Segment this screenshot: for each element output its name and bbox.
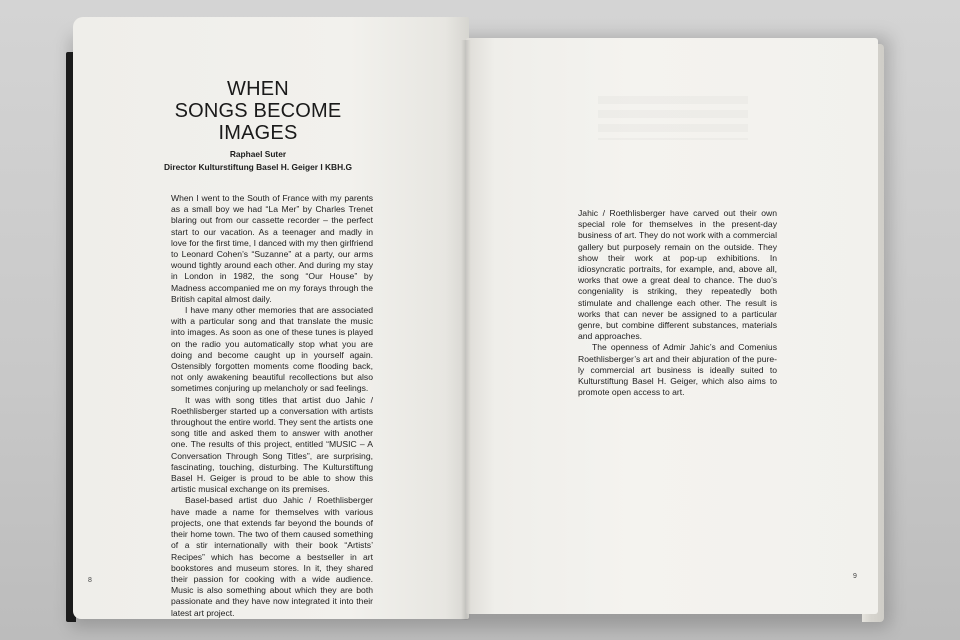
title-line: SONGS BECOME — [174, 100, 342, 122]
article-title — [150, 78, 366, 144]
title-line: IMAGES — [218, 122, 298, 144]
paragraph: Jahic / Roethlisberger have carved out their own special role for themselves in the present-day business of art. They do not work with a commercial gallery but purposely remain on the outside. They show their work at pop-up exhibitions. In idiosyncratic portraits, for example, and, above all, works that owe a great deal to chance. The duo’s congeniality is striking, they repeatedly both stimulate and challenge each other. The result is works that can never be assigned to a particular genre, but combine different substances, materials and approaches. — [578, 208, 777, 342]
paragraph: Basel-based artist duo Jahic / Roethlisberger have made a name for themselves with various projects, one that extends far beyond the bounds of their home town. The two of them caused something of a stir internationally with their book “Artists’ Recipes” which has become a bestseller in art bookstores and museum stores. In it, they shared their passion for cooking with a wide audience. Music is also something about which they are both passionate and they have now integrated it into their latest art project. — [171, 495, 373, 618]
show-through-print — [598, 96, 748, 140]
author-name: Raphael Suter — [229, 149, 287, 159]
title-line: WHEN — [227, 78, 289, 100]
paragraph: It was with song titles that artist duo Jahic / Roethlisberger started up a conversation with artists throughout the entire world. They sent the artists one song title and asked them to answer with another one. The results of this project, entitled “MUSIC – A Conversation Through Song Titles”, are surprising, fascinating, touching, disturbing. The Kulturstiftung Basel H. Geiger is proud to be able to show this artistic musical exchange on its premises. — [171, 394, 373, 495]
paragraph: The openness of Admir Jahic’s and Comenius Roethlisberger’s art and their abjuration of the purely commercial art business is ideally suited to Kulturstiftung Basel H. Geiger, which also aims to promote open access to art. — [578, 342, 777, 398]
paragraph: I have many other memories that are associated with a particular song and that translate the music into images. As soon as one of these tunes is played on the radio you automatically stop what you are doing and become caught up in yourself again. Ostensibly forgotten moments come flooding back, not only awakening beautiful recollections but also sometimes conjuring up melancholy or sad feelings. — [171, 305, 373, 394]
author-role: Director Kulturstiftung Basel H. Geiger I KBH.G — [164, 162, 352, 172]
paragraph: When I went to the South of France with my parents as a small boy we had “La Mer” by Charles Trenet blaring out from our cassette recorder – the perfect start to our vacation. As a teenager and madly in love for the first time, I danced with my then girlfriend to Leonard Cohen’s “Suzanne” at a party, our arms wound tightly around each other. And during my stay in London in 1982, the song “Our House” by Madness accompanied me on my forays through the British capital almost daily. — [171, 193, 373, 304]
left-body-text — [171, 193, 373, 619]
author-block — [150, 148, 366, 174]
page-number-right: 9 — [853, 573, 857, 580]
book-gutter — [461, 40, 471, 620]
right-body-text — [578, 208, 777, 398]
page-number-left: 8 — [88, 577, 92, 584]
